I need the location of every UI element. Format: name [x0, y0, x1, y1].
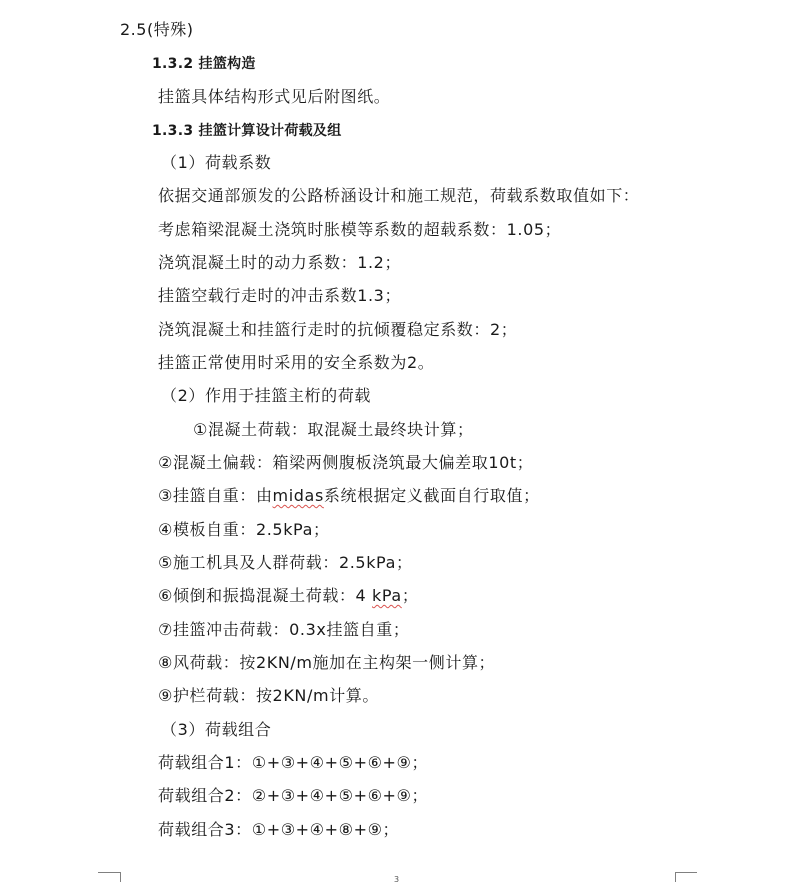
load-item-3	[158, 486, 540, 506]
load-item-7: ⑦挂篮冲击荷载：0.3x挂篮自重；	[158, 620, 410, 639]
page-corner-mark-left	[120, 872, 121, 882]
item-heading-1: （1）荷载系数	[161, 153, 272, 172]
paragraph: 挂篮正常使用时采用的安全系数为2。	[158, 353, 435, 372]
paragraph: 挂篮空载行走时的冲击系数1.3；	[158, 286, 402, 305]
load-item-6	[158, 586, 418, 606]
text-segment: ⑥倾倒和振捣混凝土荷载：4	[158, 586, 373, 605]
load-combination-3: 荷载组合3：①+③+④+⑧+⑨；	[158, 820, 400, 839]
subsection-title-1-3-3: 1.3.3 挂篮计算设计荷载及组	[152, 123, 342, 139]
load-combination-2: 荷载组合2：②+③+④+⑤+⑥+⑨；	[158, 786, 429, 805]
load-item-2: ②混凝土偏载：箱梁两侧腹板浇筑最大偏差取10t；	[158, 453, 534, 472]
paragraph: 挂篮具体结构形式见后附图纸。	[158, 87, 391, 106]
text-segment: ③挂篮自重：由	[158, 486, 273, 505]
text-segment: 系统根据定义截面自行取值；	[323, 486, 540, 505]
section-heading: 2.5(特殊)	[120, 20, 194, 39]
spellcheck-flagged-word[interactable]: midas	[272, 486, 324, 505]
item-heading-2: （2）作用于挂篮主桁的荷载	[161, 386, 371, 405]
item-heading-3: （3）荷载组合	[161, 720, 272, 739]
subsection-title-1-3-2: 1.3.2 挂篮构造	[152, 56, 256, 72]
page-corner-mark-left	[98, 872, 120, 873]
spellcheck-flagged-word[interactable]: kPa	[372, 586, 402, 605]
page-corner-mark-right	[675, 872, 697, 873]
load-item-5: ⑤施工机具及人群荷载：2.5kPa；	[158, 553, 413, 572]
load-item-1: ①混凝土荷载：取混凝土最终块计算；	[193, 420, 474, 439]
load-item-4: ④模板自重：2.5kPa；	[158, 520, 330, 539]
load-item-8: ⑧风荷载：按2KN/m施加在主构架一侧计算；	[158, 653, 496, 672]
page-number: 3	[394, 875, 400, 884]
paragraph: 浇筑混凝土和挂篮行走时的抗倾覆稳定系数：2；	[158, 320, 518, 339]
load-item-9: ⑨护栏荷载：按2KN/m计算。	[158, 686, 379, 705]
load-combination-1: 荷载组合1：①+③+④+⑤+⑥+⑨；	[158, 753, 429, 772]
text-segment: ；	[401, 586, 419, 605]
paragraph: 依据交通部颁发的公路桥涵设计和施工规范，荷载系数取值如下：	[158, 186, 640, 205]
paragraph: 浇筑混凝土时的动力系数：1.2；	[158, 253, 402, 272]
page-corner-mark-right	[675, 872, 676, 882]
paragraph: 考虑箱梁混凝土浇筑时胀模等系数的超载系数：1.05；	[158, 220, 562, 239]
